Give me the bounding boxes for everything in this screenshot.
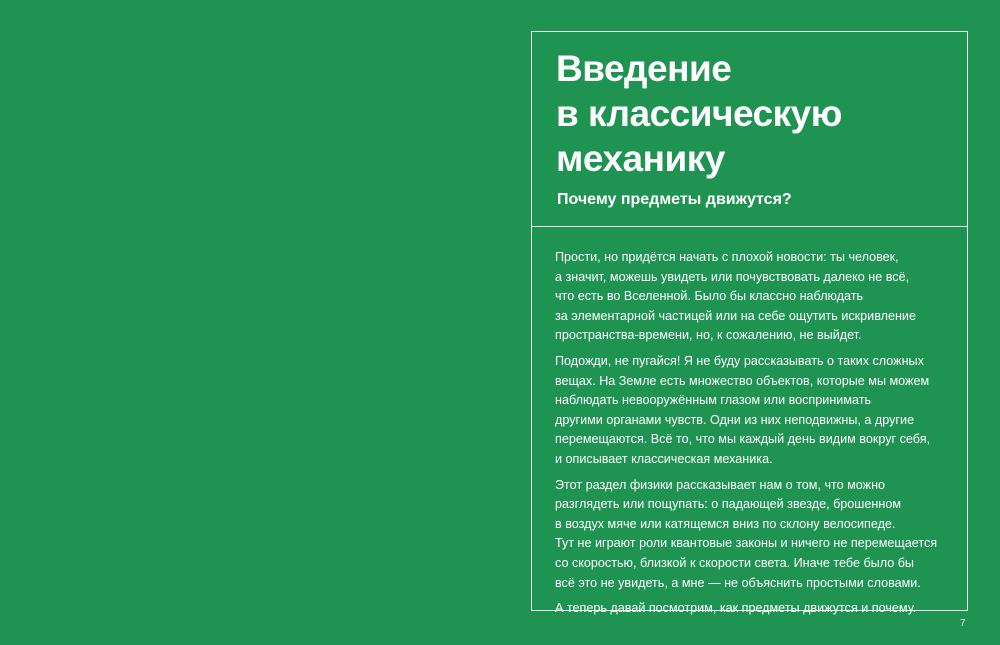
- chapter-title: [556, 46, 842, 181]
- body-text: [555, 248, 965, 625]
- page-number: 7: [960, 618, 966, 629]
- paragraph: [555, 476, 965, 594]
- text-line: Этот раздел физики рассказывает нам о том, что можно: [555, 477, 886, 492]
- text-line: и описывает классическая механика.: [555, 451, 773, 466]
- section-divider: [532, 226, 967, 227]
- text-line: со скоростью, близкой к скорости света. Иначе тебе было бы: [555, 555, 914, 570]
- text-line: другими органами чувств. Одни из них неподвижны, а другие: [555, 412, 915, 427]
- content-frame: [531, 31, 968, 616]
- text-line: что есть во Вселенной. Было бы классно наблюдать: [555, 289, 864, 304]
- text-line: а значит, можешь увидеть или почувствовать далеко не всё,: [555, 269, 910, 284]
- text-line: Прости, но придётся начать с плохой новости: ты человек,: [555, 250, 899, 264]
- text-line: Подожди, не пугайся! Я не буду рассказывать о таких сложных: [555, 353, 924, 368]
- text-line: наблюдать невооружённым глазом или воспринимать: [555, 393, 872, 408]
- text-line: А теперь давай посмотрим, как предметы движутся и почему.: [555, 601, 917, 616]
- text-line: пространства-времени, но, к сожалению, не выйдет.: [555, 328, 862, 343]
- paragraph: [555, 248, 965, 346]
- chapter-title-line: в классическую: [556, 93, 842, 134]
- text-line: разглядеть или пощупать: о падающей звезде, брошенном: [555, 497, 901, 512]
- text-line: вещах. На Земле есть множество объектов, которые мы можем: [555, 373, 930, 388]
- paragraph: [555, 352, 965, 470]
- chapter-title-line: механику: [556, 138, 725, 179]
- chapter-title-line: Введение: [556, 48, 732, 89]
- text-line: в воздух мяче или катящемся вниз по склону велосипеде.: [555, 516, 896, 531]
- text-line: перемещаются. Всё то, что мы каждый день видим вокруг себя,: [555, 432, 931, 447]
- text-line: всё это не увидеть, а мне — не объяснить простыми словами.: [555, 575, 921, 590]
- text-line: за элементарной частицей или на себе ощутить искривление: [555, 308, 916, 323]
- chapter-subtitle: Почему предметы движутся?: [557, 191, 792, 208]
- text-line: Тут не играют роли квантовые законы и ничего не перемещается: [555, 536, 938, 551]
- paragraph: [555, 599, 965, 619]
